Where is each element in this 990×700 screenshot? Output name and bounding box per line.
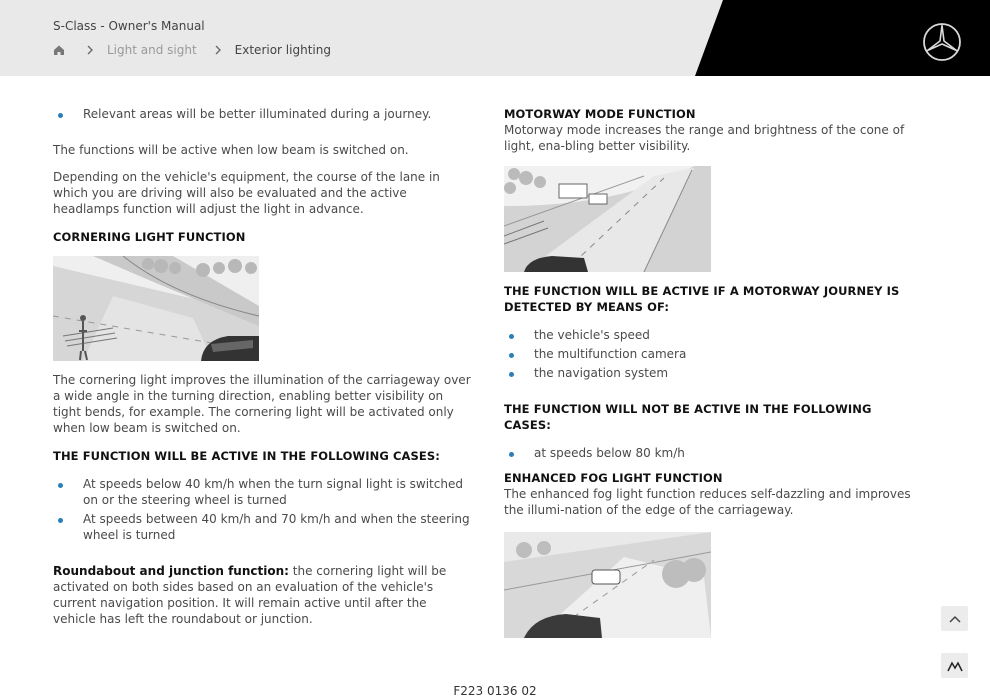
chevron-right-icon <box>83 43 97 57</box>
roundabout-text: the cornering light will be activated on both sides based on an evaluation of the vehicle's current navigation position. It will remain active until after the vehicle has left the roundabout or junction. <box>53 564 447 626</box>
not-active-cases-list <box>504 445 920 461</box>
list-item: Relevant areas will be better illuminated during a journey. <box>53 106 473 122</box>
mercedes-star-logo <box>922 22 962 62</box>
list-item: the multifunction camera <box>504 346 920 362</box>
chevron-up-icon <box>947 611 963 627</box>
heading-motorway-mode: MOTORWAY MODE FUNCTION <box>504 107 696 121</box>
heading-active-cases: THE FUNCTION WILL BE ACTIVE IN THE FOLLOWING CASES: <box>53 449 440 463</box>
roundabout-label: Roundabout and junction function: <box>53 564 289 578</box>
chevron-right-icon <box>211 43 225 57</box>
left-column <box>53 102 473 627</box>
paragraph-roundabout <box>53 563 473 627</box>
list-item: the navigation system <box>504 365 920 381</box>
active-cases-list <box>53 476 473 543</box>
list-item: at speeds below 80 km/h <box>504 445 920 461</box>
speed-badge-icon <box>946 659 964 673</box>
intro-bullet-list <box>53 106 473 122</box>
breadcrumb-light-and-sight[interactable]: Light and sight <box>107 43 197 57</box>
cornering-light-illustration <box>53 256 259 361</box>
breadcrumb <box>53 42 331 58</box>
paragraph-enhanced-fog-light: The enhanced fog light function reduces self-dazzling and improves the illumi-nation of the edge of the carriageway. <box>504 487 911 517</box>
speed-badge-button[interactable] <box>941 653 968 678</box>
list-item: At speeds between 40 km/h and 70 km/h and when the steering wheel is turned <box>53 511 473 543</box>
fog-light-illustration <box>504 532 711 638</box>
paragraph-motorway-mode: Motorway mode increases the range and brightness of the cone of light, ena-bling better visibility. <box>504 123 905 153</box>
breadcrumb-exterior-lighting[interactable]: Exterior lighting <box>234 43 331 57</box>
right-column <box>504 102 920 638</box>
logo-block <box>690 0 990 76</box>
detected-means-list <box>504 327 920 381</box>
list-item: At speeds below 40 km/h when the turn signal light is switched on or the steering wheel is turned <box>53 476 473 508</box>
heading-motorway-detected: THE FUNCTION WILL BE ACTIVE IF A MOTORWAY JOURNEY IS DETECTED BY MEANS OF: <box>504 284 900 314</box>
scroll-to-top-button[interactable] <box>941 606 968 631</box>
heading-not-active-cases: THE FUNCTION WILL NOT BE ACTIVE IN THE FOLLOWING CASES: <box>504 402 872 432</box>
home-icon[interactable] <box>53 44 65 56</box>
heading-cornering-light: CORNERING LIGHT FUNCTION <box>53 230 246 244</box>
paragraph-cornering-description: The cornering light improves the illumination of the carriageway over a wide angle in the turning direction, enabling better visibility on tight bends, for example. The cornering light will be activated only when low beam is switched on. <box>53 373 471 435</box>
list-item: the vehicle's speed <box>504 327 920 343</box>
motorway-mode-illustration <box>504 166 711 272</box>
page-header <box>0 0 990 76</box>
paragraph-equipment: Depending on the vehicle's equipment, the course of the lane in which you are driving will also be evaluated and the active headlamps function will adjust the light in advance. <box>53 170 440 216</box>
paragraph-low-beam: The functions will be active when low beam is switched on. <box>53 143 409 157</box>
image-reference-code: F223 0136 02 <box>453 684 537 698</box>
heading-enhanced-fog-light: ENHANCED FOG LIGHT FUNCTION <box>504 471 723 485</box>
manual-title: S-Class - Owner's Manual <box>53 19 205 33</box>
